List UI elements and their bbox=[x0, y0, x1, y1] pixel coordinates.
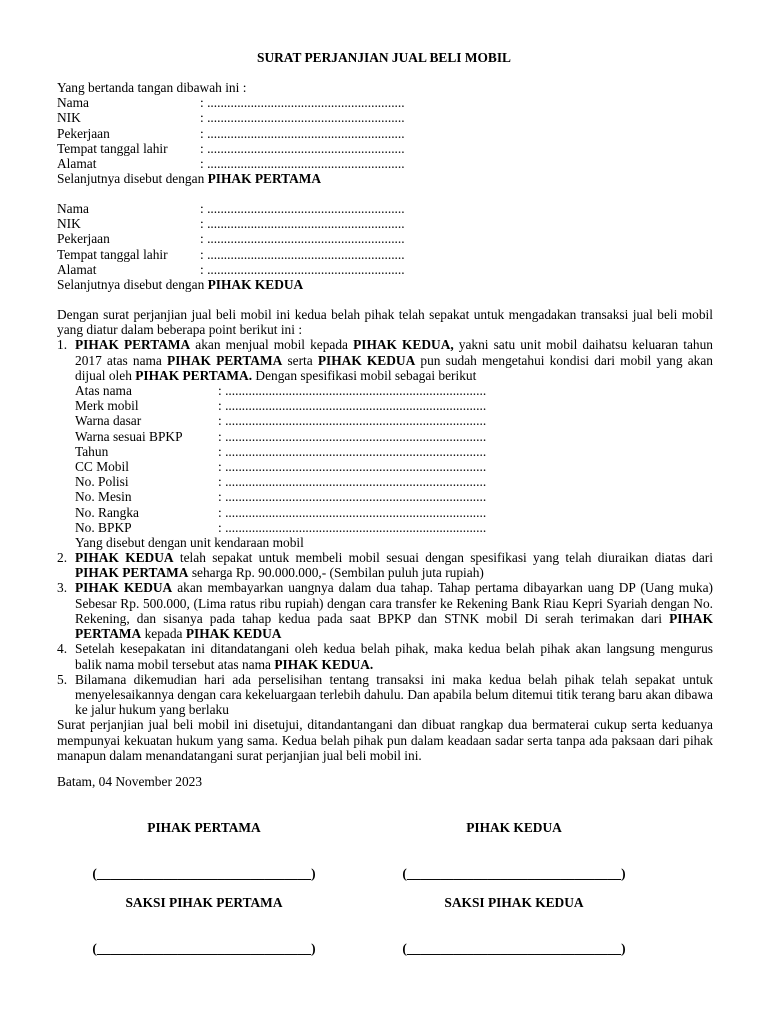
signature-heading-party-two: PIHAK KEDUA bbox=[466, 820, 562, 835]
spec-row: Warna sesuai BPKP : .............................................................................. bbox=[75, 428, 487, 444]
party-one-block bbox=[57, 80, 713, 186]
spec-row: Atas nama : .............................................................................. bbox=[75, 383, 487, 399]
spec-closing: Yang disebut dengan unit kendaraan mobil bbox=[75, 534, 304, 550]
signature-heading-witness-one: SAKSI PIHAK PERTAMA bbox=[125, 895, 283, 910]
party-two-closing: Selanjutnya disebut dengan PIHAK KEDUA bbox=[57, 276, 304, 292]
clause-4: 4. Setelah kesepakatan ini ditandatangani oleh kedua belah pihak, maka kedua belah pihak akan langsung mengurus balik nama mobil tersebut atas nama PIHAK KEDUA. bbox=[57, 641, 713, 672]
party-two-field-nik: NIK : ........................................................... bbox=[57, 216, 405, 232]
party-one-field-name: Nama : ........................................................... bbox=[57, 95, 405, 111]
signature-line-witness-two: (________________________________) bbox=[402, 941, 626, 956]
party-two-block bbox=[57, 201, 713, 292]
preamble-paragraph: Dengan surat perjanjian jual beli mobil ini kedua belah pihak telah sepakat untuk mengadakan transaksi jual beli mobil yang diatur dalam beberapa point berikut ini : bbox=[57, 307, 713, 338]
signature-heading-witness-two: SAKSI PIHAK KEDUA bbox=[444, 895, 584, 910]
party-two-field-name: Nama : ........................................................... bbox=[57, 201, 405, 216]
signature-heading-party-one: PIHAK PERTAMA bbox=[147, 820, 261, 835]
party-one-field-address: Alamat : ........................................................... bbox=[57, 155, 405, 171]
signature-line-witness-one: (________________________________) bbox=[92, 941, 316, 956]
party-one-closing: Selanjutnya disebut dengan PIHAK PERTAMA bbox=[57, 171, 322, 187]
clause-5: 5. Bilamana dikemudian hari ada perselisihan tentang transaksi ini maka kedua belah pihak telah sepakat untuk menyelesaikannya dengan cara kekeluargaan terlebih dahulu. Dan apabila belum ditemui titik terang baru akan dibawa ke jalur hukum yang berlaku bbox=[57, 671, 713, 718]
spec-row: Tahun : .............................................................................. bbox=[75, 443, 487, 459]
signature-line-party-one: (________________________________) bbox=[92, 866, 316, 881]
spec-row: No. Polisi : .............................................................................. bbox=[75, 474, 487, 490]
spec-row: No. BPKP : .............................................................................. bbox=[75, 519, 487, 535]
signature-line-party-two: (________________________________) bbox=[402, 866, 626, 881]
vehicle-spec-list bbox=[75, 383, 713, 550]
party-two-field-job: Pekerjaan : ........................................................... bbox=[57, 231, 405, 247]
clause-1: 1. PIHAK PERTAMA akan menjual mobil kepada PIHAK KEDUA, yakni satu unit mobil daihatsu keluaran tahun 2017 atas nama PIHAK PERTAMA serta PIHAK KEDUA pun sudah mengetahui kondisi dari mobil yang akan dijual oleh PIHAK PERTAMA. Dengan spesifikasi mobil sebagai berikut Atas nama : .............................................................................. Merk mobil : .............................................................................. Warna dasar : .............................................................................. Warna sesuai BPKP : .............................................................................. Tahun : .............................................................................. CC Mobil : .............................................................................. No. Polisi : .............................................................................. No. Mesin : .............................................................................. No. Rangka : .............................................................................. No. BPKP : .............................................................................. Yang disebut dengan unit kendaraan mobil bbox=[57, 337, 713, 550]
party-one-field-birth: Tempat tanggal lahir : ........................................................... bbox=[57, 140, 405, 156]
spec-row: Merk mobil : .............................................................................. bbox=[75, 398, 487, 414]
closing-paragraph: Surat perjanjian jual beli mobil ini disetujui, ditandantangani dan dibuat rangkap dua bermaterai cukup serta keduanya mempunyai kekuatan hukum yang sama. Kedua belah pihak pun dalam keadaan sadar serta tanpa ada paksaan dari pihak manapun dalam menandatangani surat perjanjian jual beli mobil ini. bbox=[57, 717, 713, 763]
intro-line: Yang bertanda tangan dibawah ini : bbox=[57, 80, 247, 95]
place-date: Batam, 04 November 2023 bbox=[57, 774, 203, 789]
clause-3: 3. PIHAK KEDUA akan membayarkan uangnya dalam dua tahap. Tahap pertama dibayarkan uang DP (Uang muka) Sebesar Rp. 500.000, (Lima ratus ribu rupiah) dengan cara transfer ke Rekening Bank Riau Kepri Syariah dengan No. Rekening, dan sisanya pada tahap kedua pada saat BPKP dan STNK mobil Di serah terimakan dari PIHAK PERTAMA kepada PIHAK KEDUA bbox=[57, 580, 713, 642]
party-one-field-nik: NIK : ........................................................... bbox=[57, 110, 405, 126]
spec-row: No. Mesin : .............................................................................. bbox=[75, 489, 487, 505]
clause-2: 2. PIHAK KEDUA telah sepakat untuk membeli mobil sesuai dengan spesifikasi yang telah diuraikan diatas dari PIHAK PERTAMA seharga Rp. 90.000.000,- (Sembilan puluh juta rupiah) bbox=[57, 550, 713, 581]
party-two-field-address: Alamat : ........................................................... bbox=[57, 261, 405, 277]
spec-row: CC Mobil : .............................................................................. bbox=[75, 458, 487, 474]
spec-row: Warna dasar : .............................................................................. bbox=[75, 413, 487, 429]
agreement-body bbox=[57, 307, 713, 763]
party-one-field-job: Pekerjaan : ........................................................... bbox=[57, 125, 405, 141]
party-two-field-birth: Tempat tanggal lahir : ........................................................... bbox=[57, 246, 405, 262]
spec-row: No. Rangka : .............................................................................. bbox=[75, 504, 487, 520]
document-title: SURAT PERJANJIAN JUAL BELI MOBIL bbox=[257, 50, 511, 65]
